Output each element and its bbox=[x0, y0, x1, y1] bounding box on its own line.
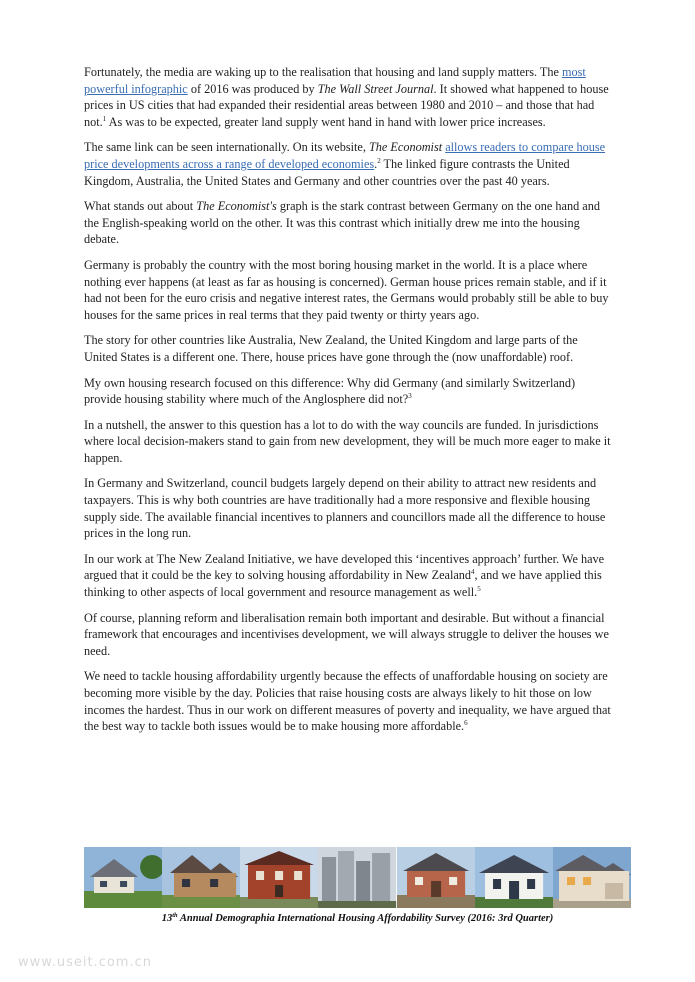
housing-photo-banner bbox=[84, 847, 631, 908]
house-photo-2 bbox=[162, 847, 240, 908]
survey-caption bbox=[84, 913, 631, 924]
paragraph-nz-initiative bbox=[84, 551, 614, 601]
publication-name: The Economist bbox=[368, 140, 443, 155]
text: . bbox=[374, 156, 378, 171]
economist-link[interactable]: allows readers to compare house price developments across a range of developed economies bbox=[84, 140, 606, 171]
paragraph-other-countries: The story for other countries like Australia, New Zealand, the United Kingdom and large parts of the United States is a different one. There, house prices have gone through the (now unaffordable) roof. bbox=[84, 333, 578, 364]
footnote-marker: 3 bbox=[408, 392, 412, 401]
paragraph-urgency bbox=[84, 668, 614, 734]
text: Fortunately, the media are waking up to the realisation that housing and land supply matters. The bbox=[84, 65, 562, 79]
ordinal-suffix: th bbox=[172, 912, 178, 919]
footnote-marker: 2 bbox=[377, 156, 381, 165]
paragraph-nutshell: In a nutshell, the answer to this question has a lot to do with the way councils are funded. In jurisdictions where local decision-makers stand to gain from new development, they will be much more eager to make it happen. bbox=[84, 417, 611, 465]
text: In our work at The New Zealand Initiative, we have developed this ‘incentives approach’ further. We have argued that it could be the key to solving housing affordability in New Zealand bbox=[84, 551, 605, 583]
text: The same link can be seen internationally. On its website, bbox=[84, 140, 369, 155]
paragraph-research bbox=[84, 375, 614, 408]
footnote-marker: 4 bbox=[471, 568, 475, 577]
text: . It showed what happened to house prices in US cities that had expanded their residential areas between 1980 and 2010 – and those that had not. bbox=[84, 81, 609, 129]
infographic-link[interactable]: most powerful infographic bbox=[84, 65, 586, 96]
text: What stands out about bbox=[84, 199, 197, 214]
house-photo-5 bbox=[397, 847, 475, 908]
publication-name: The Economist's bbox=[196, 199, 277, 214]
footnote-marker: 5 bbox=[477, 585, 481, 594]
text: of 2016 was produced by bbox=[187, 81, 318, 96]
survey-title: Annual Demographia International Housing Affordability Survey (2016: 3rd Quarter) bbox=[177, 913, 554, 924]
paragraph-contrast bbox=[84, 198, 614, 248]
document-body bbox=[84, 64, 614, 744]
apartment-towers-photo bbox=[318, 847, 396, 908]
paragraph-economist bbox=[84, 139, 614, 189]
text: As was to be expected, greater land supply went hand in hand with lower price increases. bbox=[106, 114, 546, 129]
footnote-marker: 6 bbox=[464, 719, 468, 728]
watermark: www.useit.com.cn bbox=[18, 955, 152, 970]
text: My own housing research focused on this difference: Why did Germany (and similarly Switzerland) provide housing stability where much of the Anglosphere did not? bbox=[84, 375, 576, 407]
house-photo-3 bbox=[240, 847, 318, 908]
house-photo-7 bbox=[553, 847, 631, 908]
publication-name: The Wall Street Journal bbox=[317, 81, 434, 96]
text: The linked figure contrasts the United Kingdom, Australia, the United States and Germany and other countries over the past 40 years. bbox=[84, 156, 570, 188]
paragraph-planning-reform: Of course, planning reform and liberalisation remain both important and desirable. But without a financial framework that encourages and incentivises development, we will always struggle to deliver the houses we need. bbox=[84, 610, 609, 658]
paragraph-germany: Germany is probably the country with the most boring housing market in the world. It is a place where nothing ever happens (at least as far as housing is concerned). German house prices remain stable, and if it had not been for the euro crisis and negative interest rates, the Germans would probably still be able to buy houses for the same prices in real terms that they paid twenty or thirty years ago. bbox=[84, 257, 609, 322]
text: We need to tackle housing affordability urgently because the effects of unaffordable housing on society are becoming more visible by the day. Policies that raise housing costs are always likely to hit those on low incomes the hardest. Thus in our work on different measures of poverty and inequality, we have argued that the best way to tackle both issues would be to make housing more affordable. bbox=[84, 669, 611, 734]
house-photo-1 bbox=[84, 847, 162, 908]
footnote-marker: 1 bbox=[102, 114, 107, 123]
edition-number: 13 bbox=[161, 913, 173, 924]
text: graph is the stark contrast between Germany on the one hand and the English-speaking world on the other. It was this contrast which initially drew me into the housing debate. bbox=[84, 199, 600, 247]
text: , and we have applied this thinking to other aspects of local government and resource management as well. bbox=[84, 568, 602, 600]
paragraph-council-budgets: In Germany and Switzerland, council budgets largely depend on their ability to attract new residents and taxpayers. This is why both countries are have traditionally had a more responsive and flexible housing supply side. The available financial incentives to planners and councillors made all the difference to house prices in the long run. bbox=[84, 476, 606, 541]
house-photo-6 bbox=[475, 847, 553, 908]
paragraph-wsj-infographic bbox=[84, 64, 614, 130]
